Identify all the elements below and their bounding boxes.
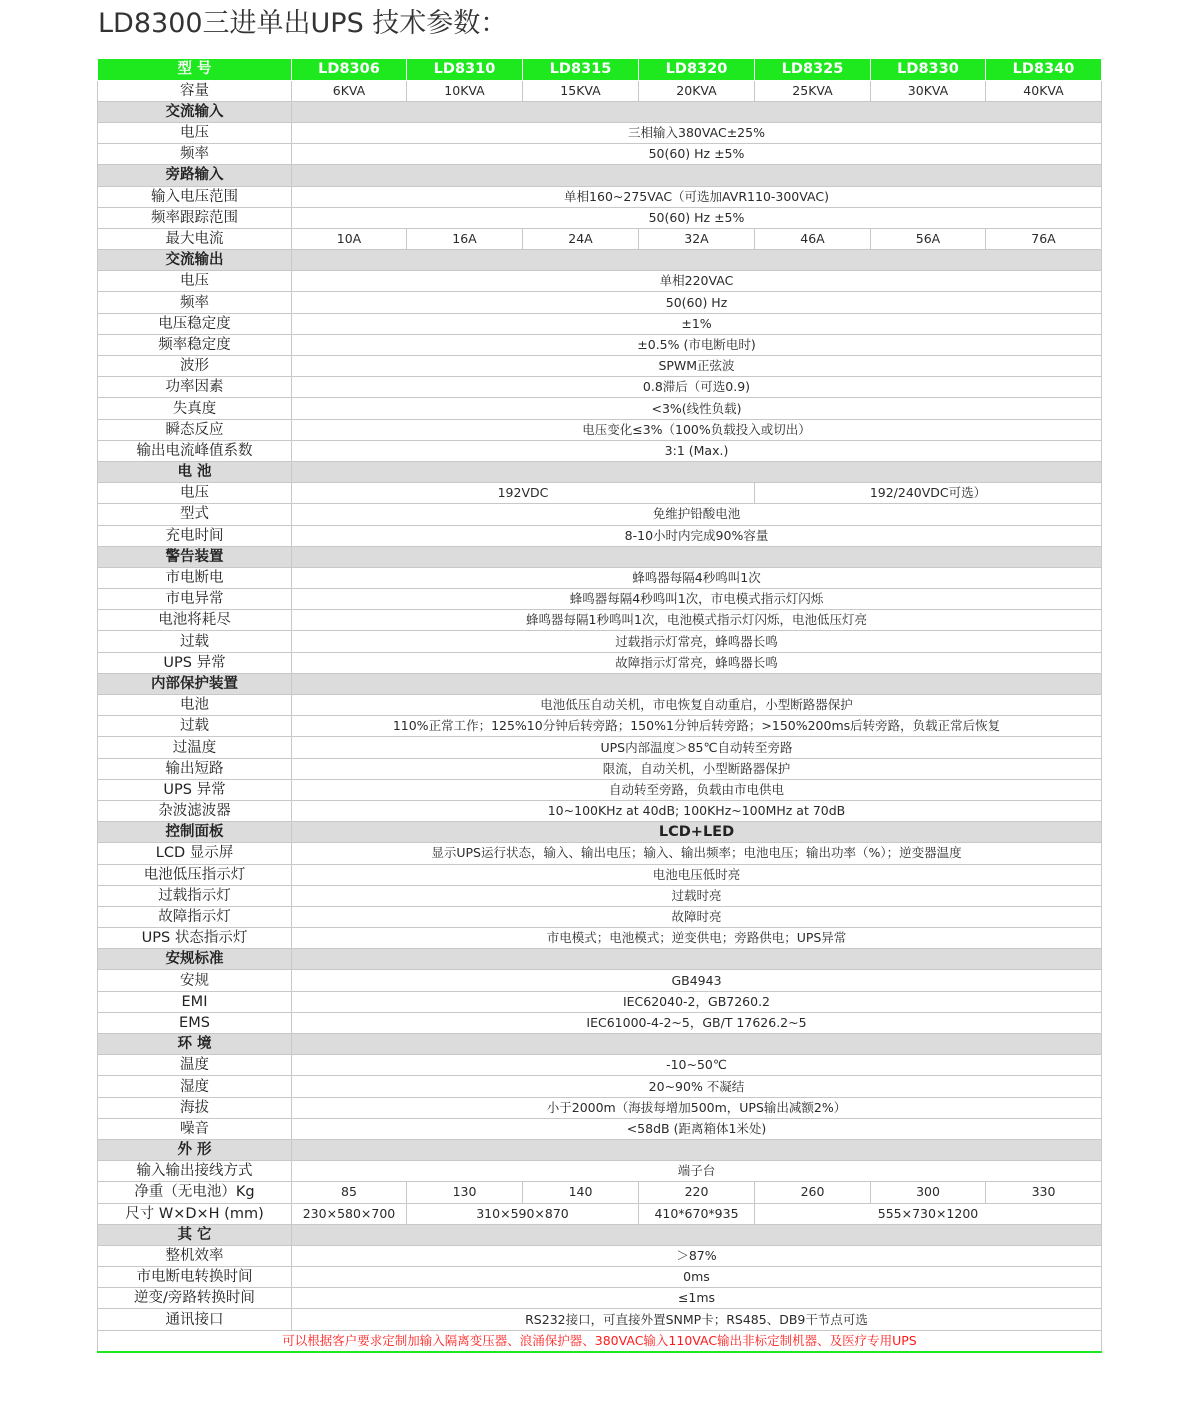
table-row <box>98 843 1102 864</box>
value-cell: 端子台 <box>292 1161 1102 1182</box>
table-row <box>98 991 1102 1012</box>
row-label: 杂波滤波器 <box>98 800 292 821</box>
row-label: 海拔 <box>98 1097 292 1118</box>
value-cell: <3%(线性负载) <box>292 398 1102 419</box>
table-row <box>98 1267 1102 1288</box>
table-row <box>98 1076 1102 1097</box>
row-label: 逆变/旁路转换时间 <box>98 1288 292 1309</box>
value-cell: 110%正常工作；125%10分钟后转旁路；150%1分钟后转旁路；>150%200ms后转旁路，负载正常后恢复 <box>292 716 1102 737</box>
table-row <box>98 1161 1102 1182</box>
table-row <box>98 356 1102 377</box>
value-cell: 8-10小时内完成90%容量 <box>292 525 1102 546</box>
row-label: 电压 <box>98 122 292 143</box>
value-cell: 过载时亮 <box>292 885 1102 906</box>
footer-note: 可以根据客户要求定制加输入隔离变压器、浪涌保护器、380VAC输入110VAC输出非标定制机器、及医疗专用UPS <box>98 1330 1102 1352</box>
table-row <box>98 122 1102 143</box>
row-label: 过载指示灯 <box>98 885 292 906</box>
value-cell: 56A <box>871 228 986 249</box>
value-cell: 32A <box>639 228 755 249</box>
value-cell: 自动转至旁路，负载由市电供电 <box>292 779 1102 800</box>
value-cell: 20~90% 不凝结 <box>292 1076 1102 1097</box>
model-header-cell: LD8340 <box>986 59 1102 81</box>
row-label: 通讯接口 <box>98 1309 292 1330</box>
table-row <box>98 419 1102 440</box>
row-label: 输出电流峰值系数 <box>98 440 292 461</box>
table-row <box>98 144 1102 165</box>
value-cell: 10KVA <box>407 80 523 101</box>
value-cell: 10A <box>292 228 407 249</box>
table-row <box>98 779 1102 800</box>
model-header-cell: LD8306 <box>292 59 407 81</box>
table-row <box>98 1288 1102 1309</box>
value-cell: 单相160~275VAC（可选加AVR110-300VAC) <box>292 186 1102 207</box>
value-cell: 230×580×700 <box>292 1203 407 1224</box>
value-cell: 蜂鸣器每隔1秒鸣叫1次，电池模式指示灯闪烁，电池低压灯亮 <box>292 610 1102 631</box>
row-label: 瞬态反应 <box>98 419 292 440</box>
value-cell: 330 <box>986 1182 1102 1203</box>
table-row <box>98 1203 1102 1224</box>
table-row <box>98 970 1102 991</box>
section-row <box>98 673 1102 694</box>
table-row <box>98 864 1102 885</box>
value-cell: IEC62040-2，GB7260.2 <box>292 991 1102 1012</box>
value-cell: 故障时亮 <box>292 906 1102 927</box>
row-label: 故障指示灯 <box>98 906 292 927</box>
table-row <box>98 525 1102 546</box>
row-label: 噪音 <box>98 1118 292 1139</box>
model-header-cell: LD8310 <box>407 59 523 81</box>
row-label: 最大电流 <box>98 228 292 249</box>
table-row <box>98 1118 1102 1139</box>
table-row <box>98 334 1102 355</box>
model-header-cell: LD8320 <box>639 59 755 81</box>
table-row <box>98 800 1102 821</box>
value-cell: LCD+LED <box>292 822 1102 843</box>
row-label: 湿度 <box>98 1076 292 1097</box>
section-fill-cell <box>292 101 1102 122</box>
table-row <box>98 377 1102 398</box>
table-row <box>98 228 1102 249</box>
value-cell: 310×590×870 <box>407 1203 639 1224</box>
row-label: 过载 <box>98 631 292 652</box>
value-cell: 电压变化≤3%（100%负载投入或切出） <box>292 419 1102 440</box>
value-cell: 3:1 (Max.) <box>292 440 1102 461</box>
table-row <box>98 398 1102 419</box>
value-cell: 三相输入380VAC±25% <box>292 122 1102 143</box>
table-row <box>98 80 1102 101</box>
row-label: 市电异常 <box>98 589 292 610</box>
section-label: 内部保护装置 <box>98 673 292 694</box>
value-cell: 15KVA <box>523 80 639 101</box>
table-row <box>98 906 1102 927</box>
section-label: 交流输出 <box>98 250 292 271</box>
value-cell: 限流，自动关机，小型断路器保护 <box>292 758 1102 779</box>
value-cell: 电池低压自动关机，市电恢复自动重启，小型断路器保护 <box>292 695 1102 716</box>
value-cell: 免维护铅酸电池 <box>292 504 1102 525</box>
row-label: 尺寸 W×D×H (mm) <box>98 1203 292 1224</box>
row-label: UPS 状态指示灯 <box>98 928 292 949</box>
value-cell: 192/240VDC可选） <box>755 483 1102 504</box>
table-row <box>98 758 1102 779</box>
table-row <box>98 631 1102 652</box>
section-row <box>98 1139 1102 1160</box>
section-row <box>98 250 1102 271</box>
section-fill-cell <box>292 461 1102 482</box>
row-label: UPS 异常 <box>98 652 292 673</box>
row-label: 频率 <box>98 144 292 165</box>
value-cell: SPWM正弦波 <box>292 356 1102 377</box>
row-label: 输出短路 <box>98 758 292 779</box>
row-label: 输入输出接线方式 <box>98 1161 292 1182</box>
row-label: 充电时间 <box>98 525 292 546</box>
value-cell: 蜂鸣器每隔4秒鸣叫1次，市电模式指示灯闪烁 <box>292 589 1102 610</box>
spec-table <box>97 58 1102 1353</box>
table-header-row <box>98 59 1102 81</box>
value-cell: <58dB (距离箱体1米处) <box>292 1118 1102 1139</box>
value-cell: ±0.5% (市电断电时) <box>292 334 1102 355</box>
section-label: 交流输入 <box>98 101 292 122</box>
value-cell: 50(60) Hz ±5% <box>292 144 1102 165</box>
table-row <box>98 1012 1102 1033</box>
value-cell: 85 <box>292 1182 407 1203</box>
row-label: 输入电压范围 <box>98 186 292 207</box>
table-row <box>98 504 1102 525</box>
row-label: 电池低压指示灯 <box>98 864 292 885</box>
row-label: 温度 <box>98 1055 292 1076</box>
value-cell: 46A <box>755 228 871 249</box>
model-header-cell: LD8315 <box>523 59 639 81</box>
value-cell: 电池电压低时亮 <box>292 864 1102 885</box>
value-cell: 50(60) Hz ±5% <box>292 207 1102 228</box>
section-row <box>98 1034 1102 1055</box>
row-label: EMI <box>98 991 292 1012</box>
row-label: 功率因素 <box>98 377 292 398</box>
section-row <box>98 546 1102 567</box>
value-cell: ≤1ms <box>292 1288 1102 1309</box>
section-row <box>98 461 1102 482</box>
section-row <box>98 165 1102 186</box>
model-header-cell: LD8330 <box>871 59 986 81</box>
footer-note-row <box>98 1330 1102 1352</box>
section-fill-cell <box>292 1034 1102 1055</box>
value-cell: GB4943 <box>292 970 1102 991</box>
row-label: 净重（无电池）Kg <box>98 1182 292 1203</box>
value-cell: 300 <box>871 1182 986 1203</box>
row-label: LCD 显示屏 <box>98 843 292 864</box>
value-cell: 192VDC <box>292 483 755 504</box>
value-cell: 130 <box>407 1182 523 1203</box>
row-label: 过温度 <box>98 737 292 758</box>
value-cell: -10~50℃ <box>292 1055 1102 1076</box>
value-cell: 单相220VAC <box>292 271 1102 292</box>
row-label: 波形 <box>98 356 292 377</box>
row-label: 电压稳定度 <box>98 313 292 334</box>
value-cell: ＞87% <box>292 1245 1102 1266</box>
value-cell: 50(60) Hz <box>292 292 1102 313</box>
value-cell: 显示UPS运行状态，输入、输出电压；输入、输出频率；电池电压；输出功率（%）；逆变器温度 <box>292 843 1102 864</box>
value-cell: 市电模式；电池模式；逆变供电；旁路供电；UPS异常 <box>292 928 1102 949</box>
value-cell: 蜂鸣器每隔4秒鸣叫1次 <box>292 567 1102 588</box>
value-cell: 410*670*935 <box>639 1203 755 1224</box>
row-label: 市电断电 <box>98 567 292 588</box>
table-row <box>98 186 1102 207</box>
section-label: 安规标准 <box>98 949 292 970</box>
table-row <box>98 483 1102 504</box>
value-cell: 小于2000m（海拔每增加500m，UPS输出减额2%） <box>292 1097 1102 1118</box>
row-label: 型式 <box>98 504 292 525</box>
row-label: 市电断电转换时间 <box>98 1267 292 1288</box>
table-row <box>98 207 1102 228</box>
value-cell: 故障指示灯常亮，蜂鸣器长鸣 <box>292 652 1102 673</box>
value-cell: 140 <box>523 1182 639 1203</box>
section-fill-cell <box>292 673 1102 694</box>
section-label: 控制面板 <box>98 822 292 843</box>
value-cell: 76A <box>986 228 1102 249</box>
row-label: 频率 <box>98 292 292 313</box>
row-label: 频率稳定度 <box>98 334 292 355</box>
section-label: 其 它 <box>98 1224 292 1245</box>
table-row <box>98 567 1102 588</box>
table-row <box>98 652 1102 673</box>
row-label: 整机效率 <box>98 1245 292 1266</box>
value-cell: UPS内部温度＞85℃自动转至旁路 <box>292 737 1102 758</box>
page-title: LD8300三进单出UPS 技术参数： <box>98 8 508 39</box>
table-row <box>98 313 1102 334</box>
value-cell: IEC61000-4-2~5，GB/T 17626.2~5 <box>292 1012 1102 1033</box>
table-row <box>98 589 1102 610</box>
value-cell: 25KVA <box>755 80 871 101</box>
section-label: 警告装置 <box>98 546 292 567</box>
value-cell: 220 <box>639 1182 755 1203</box>
value-cell: 260 <box>755 1182 871 1203</box>
section-label: 外 形 <box>98 1139 292 1160</box>
table-row <box>98 695 1102 716</box>
value-cell: 16A <box>407 228 523 249</box>
value-cell: 24A <box>523 228 639 249</box>
section-row <box>98 822 1102 843</box>
value-cell: 过载指示灯常亮，蜂鸣器长鸣 <box>292 631 1102 652</box>
section-fill-cell <box>292 1224 1102 1245</box>
section-fill-cell <box>292 1139 1102 1160</box>
section-label: 旁路输入 <box>98 165 292 186</box>
section-row <box>98 1224 1102 1245</box>
table-row <box>98 1182 1102 1203</box>
value-cell: 20KVA <box>639 80 755 101</box>
row-label: 过载 <box>98 716 292 737</box>
value-cell: 0.8滞后（可选0.9) <box>292 377 1102 398</box>
section-row <box>98 949 1102 970</box>
row-label: 失真度 <box>98 398 292 419</box>
section-fill-cell <box>292 250 1102 271</box>
table-row <box>98 716 1102 737</box>
table-row <box>98 1309 1102 1330</box>
model-header-label: 型 号 <box>98 59 292 81</box>
row-label: 容量 <box>98 80 292 101</box>
table-row <box>98 1097 1102 1118</box>
section-row <box>98 101 1102 122</box>
row-label: UPS 异常 <box>98 779 292 800</box>
row-label: 电池将耗尽 <box>98 610 292 631</box>
table-row <box>98 885 1102 906</box>
table-row <box>98 1245 1102 1266</box>
model-header-cell: LD8325 <box>755 59 871 81</box>
table-row <box>98 292 1102 313</box>
table-row <box>98 737 1102 758</box>
value-cell: 30KVA <box>871 80 986 101</box>
section-fill-cell <box>292 546 1102 567</box>
value-cell: 10~100KHz at 40dB; 100KHz~100MHz at 70dB <box>292 800 1102 821</box>
value-cell: 40KVA <box>986 80 1102 101</box>
table-row <box>98 928 1102 949</box>
value-cell: 555×730×1200 <box>755 1203 1102 1224</box>
table-row <box>98 610 1102 631</box>
row-label: 电池 <box>98 695 292 716</box>
table-row <box>98 271 1102 292</box>
value-cell: ±1% <box>292 313 1102 334</box>
section-label: 电 池 <box>98 461 292 482</box>
row-label: 频率跟踪范围 <box>98 207 292 228</box>
value-cell: 0ms <box>292 1267 1102 1288</box>
value-cell: 6KVA <box>292 80 407 101</box>
section-label: 环 境 <box>98 1034 292 1055</box>
section-fill-cell <box>292 165 1102 186</box>
row-label: 电压 <box>98 483 292 504</box>
section-fill-cell <box>292 949 1102 970</box>
row-label: 安规 <box>98 970 292 991</box>
row-label: EMS <box>98 1012 292 1033</box>
table-row <box>98 440 1102 461</box>
row-label: 电压 <box>98 271 292 292</box>
value-cell: RS232接口，可直接外置SNMP卡；RS485、DB9干节点可选 <box>292 1309 1102 1330</box>
table-row <box>98 1055 1102 1076</box>
